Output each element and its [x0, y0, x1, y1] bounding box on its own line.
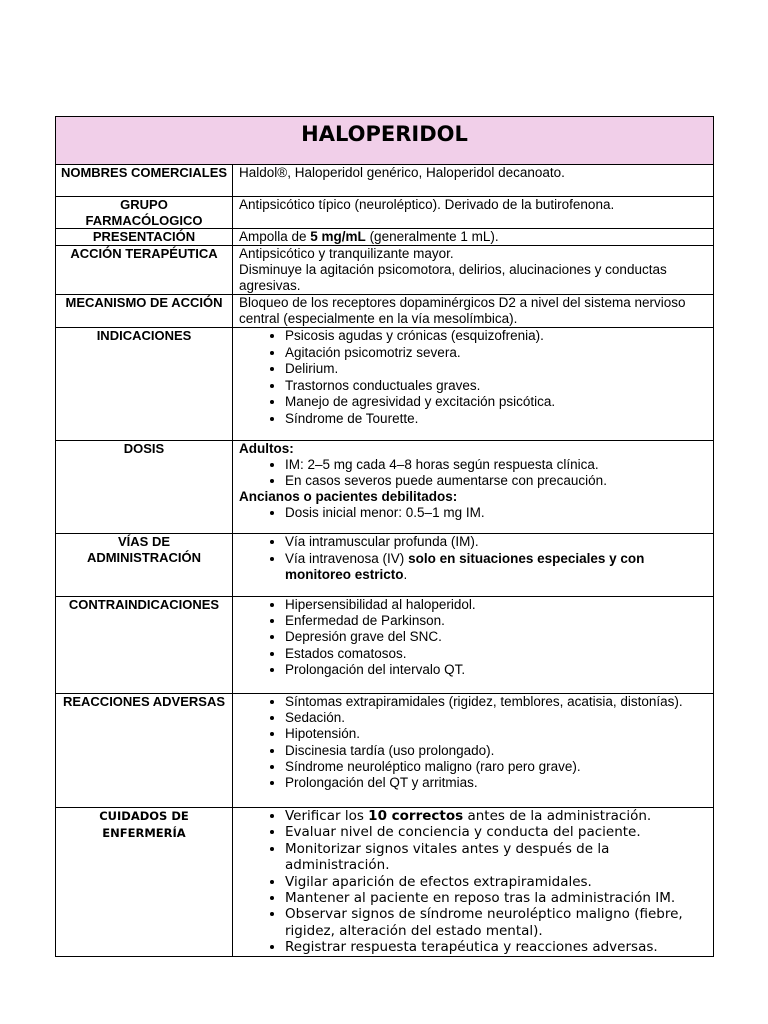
label-accion: ACCIÓN TERAPÉUTICA — [56, 246, 233, 295]
list-item: • Enfermedad de Parkinson. — [285, 613, 707, 629]
list-item: • IM: 2–5 mg cada 4–8 horas según respuesta clínica. — [285, 457, 707, 473]
list-item: • Dosis inicial menor: 0.5–1 mg IM. — [285, 505, 707, 521]
row-contraindicaciones — [56, 597, 714, 694]
label-indicaciones: INDICACIONES — [56, 328, 233, 441]
value-presentacion — [233, 229, 714, 246]
vias-item2-bold: solo en situaciones especiales y con monitoreo estricto — [285, 550, 645, 582]
label-vias: VÍAS DE ADMINISTRACIÓN — [56, 534, 233, 597]
list-item: • Síndrome neuroléptico maligno (raro pero grave). — [285, 759, 707, 775]
list-item: • Mantener al paciente en reposo tras la administración IM. — [285, 890, 707, 906]
accion-line-2: Disminuye la agitación psicomotora, delirios, alucinaciones y conductas agresivas. — [239, 262, 667, 293]
label-grupo: GRUPO FARMACÓLOGICO — [56, 197, 233, 229]
contraindicaciones-list — [239, 597, 707, 678]
vias-list — [239, 534, 707, 584]
value-vias — [233, 534, 714, 597]
value-reacciones — [233, 694, 714, 808]
list-item: • Estados comatosos. — [285, 646, 707, 662]
vias-item2-pre: Vía intravenosa (IV) — [285, 550, 409, 566]
list-item: • Delirium. — [285, 361, 707, 378]
row-nombres — [56, 165, 714, 197]
label-dosis: DOSIS — [56, 441, 233, 534]
dosis-ancianos-heading: Ancianos o pacientes debilitados: — [239, 489, 458, 505]
cuidados-list — [239, 808, 707, 956]
row-indicaciones — [56, 328, 714, 441]
value-grupo: Antipsicótico típico (neuroléptico). Derivado de la butirofenona. — [233, 197, 714, 229]
list-item: • Evaluar nivel de conciencia y conducta del paciente. — [285, 824, 707, 840]
label-reacciones: REACCIONES ADVERSAS — [56, 694, 233, 808]
list-item: • Sedación. — [285, 710, 707, 726]
label-mecanismo: MECANISMO DE ACCIÓN — [56, 295, 233, 328]
dosis-ancianos-list — [239, 505, 707, 521]
list-item: • Hipersensibilidad al haloperidol. — [285, 597, 707, 613]
cuidados-item1-pre: Verificar los — [285, 808, 369, 824]
list-item: • Registrar respuesta terapéutica y reacciones adversas. — [285, 939, 707, 955]
list-item: • Agitación psicomotriz severa. — [285, 345, 707, 362]
row-mecanismo — [56, 295, 714, 328]
value-mecanismo: Bloqueo de los receptores dopaminérgicos D2 a nivel del sistema nervioso central (especialmente en la vía mesolímbica). — [233, 295, 714, 328]
list-item: • Psicosis agudas y crónicas (esquizofrenia). — [285, 328, 707, 345]
label-cuidados: CUIDADOS DE ENFERMERÍA — [56, 808, 233, 957]
cuidados-item1-bold: 10 correctos — [368, 808, 464, 824]
list-item: • Monitorizar signos vitales antes y después de la administración. — [285, 841, 707, 874]
row-dosis — [56, 441, 714, 534]
drug-table — [55, 116, 714, 957]
list-item: • Discinesia tardía (uso prolongado). — [285, 743, 707, 759]
row-grupo — [56, 197, 714, 229]
row-vias — [56, 534, 714, 597]
presentacion-dose: 5 mg/mL — [310, 229, 366, 244]
list-item: • Hipotensión. — [285, 726, 707, 742]
value-accion — [233, 246, 714, 295]
presentacion-post: (generalmente 1 mL). — [365, 229, 499, 244]
row-presentacion — [56, 229, 714, 246]
value-dosis — [233, 441, 714, 534]
list-item — [285, 808, 707, 824]
list-item: • Depresión grave del SNC. — [285, 629, 707, 645]
accion-line-1: Antipsicótico y tranquilizante mayor. — [239, 246, 454, 261]
vias-item2-post: . — [403, 567, 408, 582]
presentacion-pre: Ampolla de — [239, 229, 311, 244]
list-item: • Prolongación del QT y arritmias. — [285, 775, 707, 791]
list-item: • Prolongación del intervalo QT. — [285, 662, 707, 678]
cuidados-item1-post: antes de la administración. — [463, 808, 652, 824]
list-item: • Trastornos conductuales graves. — [285, 378, 707, 395]
row-reacciones — [56, 694, 714, 808]
list-item: • Síntomas extrapiramidales (rigidez, temblores, acatisia, distonías). — [285, 694, 707, 710]
list-item: • Observar signos de síndrome neuroléptico maligno (fiebre, rigidez, alteración del estado mental). — [285, 906, 707, 939]
list-item: • Vigilar aparición de efectos extrapiramidales. — [285, 874, 707, 890]
value-nombres: Haldol®, Haloperidol genérico, Haloperidol decanoato. — [233, 165, 714, 197]
list-item — [285, 551, 707, 584]
list-item: • Síndrome de Tourette. — [285, 411, 707, 428]
list-item: • Vía intramuscular profunda (IM). — [285, 534, 707, 551]
dosis-adultos-heading: Adultos: — [239, 441, 294, 456]
row-accion — [56, 246, 714, 295]
label-presentacion: PRESENTACIÓN — [56, 229, 233, 246]
indicaciones-list — [239, 328, 707, 427]
value-indicaciones — [233, 328, 714, 441]
list-item: • En casos severos puede aumentarse con precaución. — [285, 473, 707, 489]
dosis-adultos-list — [239, 457, 707, 489]
reacciones-list — [239, 694, 707, 791]
title-row — [56, 117, 714, 165]
label-contraindicaciones: CONTRAINDICACIONES — [56, 597, 233, 694]
list-item: • Manejo de agresividad y excitación psicótica. — [285, 394, 707, 411]
value-contraindicaciones — [233, 597, 714, 694]
value-cuidados — [233, 808, 714, 957]
label-nombres: NOMBRES COMERCIALES — [56, 165, 233, 197]
row-cuidados — [56, 808, 714, 957]
drug-title: HALOPERIDOL — [56, 117, 714, 165]
